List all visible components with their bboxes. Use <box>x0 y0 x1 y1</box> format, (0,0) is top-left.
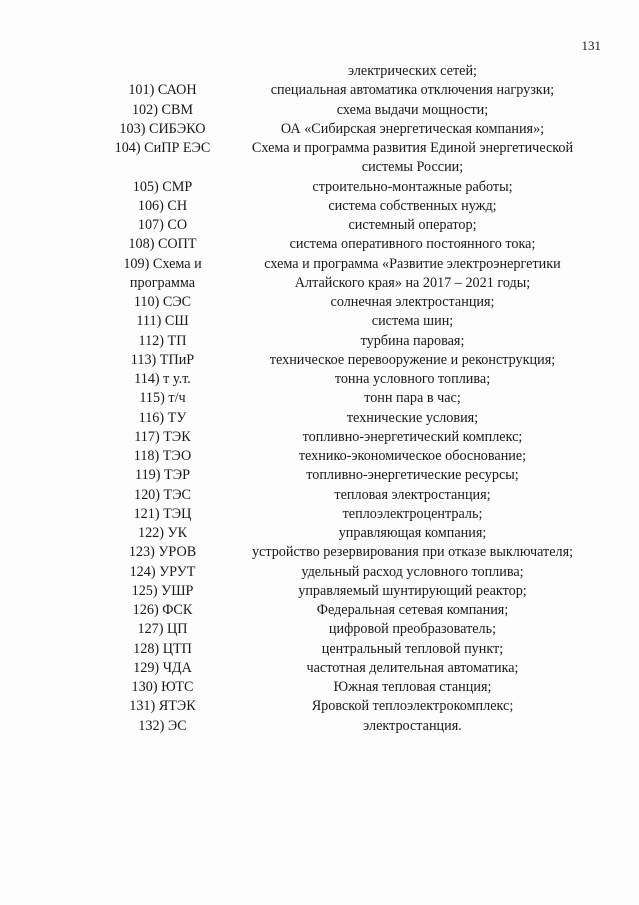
abbreviation: 130) ЮТС <box>131 679 194 695</box>
definition: центральный тепловой пункт; <box>321 640 504 657</box>
definition: система собственных нужд; <box>328 197 497 214</box>
list-item <box>95 235 595 254</box>
list-item <box>95 678 595 697</box>
abbreviation: 127) ЦП <box>137 621 188 638</box>
abbreviation: 111) СШ <box>136 313 189 330</box>
abbreviation: 105) СМР <box>132 178 193 195</box>
list-item <box>95 524 595 543</box>
abbreviation: 104) СиПР ЕЭС <box>114 140 211 156</box>
definition: системный оператор; <box>348 217 477 233</box>
definition: система шин; <box>371 313 454 330</box>
definition: система оперативного постоянного тока; <box>289 236 536 253</box>
list-item <box>95 620 595 639</box>
definition: турбина паровая; <box>360 332 465 349</box>
abbreviation: 108) СОПТ <box>128 236 197 253</box>
definition: схема выдачи мощности; <box>336 101 489 118</box>
abbreviation: 112) ТП <box>138 332 187 349</box>
list-item <box>95 293 595 312</box>
list-item <box>95 717 595 736</box>
definition: управляемый шунтирующий реактор; <box>298 582 527 599</box>
definition: технико-экономическое обоснование; <box>298 448 527 464</box>
definition: специальная автоматика отключения нагрузки; <box>270 82 555 99</box>
definition: цифровой преобразователь; <box>328 621 497 638</box>
definition: электростанция. <box>363 717 462 734</box>
abbreviation: 131) ЯТЭК <box>129 698 196 715</box>
definition: ОА «Сибирская энергетическая компания»; <box>280 120 545 137</box>
list-item <box>95 197 595 216</box>
list-item <box>95 409 595 428</box>
abbreviation: 101) САОН <box>128 82 197 99</box>
list-item <box>95 101 595 120</box>
list-item <box>95 659 595 678</box>
list-item <box>95 697 595 716</box>
abbreviation: 119) ТЭР <box>135 467 190 484</box>
definition: тонн пара в час; <box>364 390 461 407</box>
abbreviation: 113) ТПиР <box>130 351 195 368</box>
definition: теплоэлектроцентраль; <box>342 505 483 522</box>
abbreviation: 110) СЭС <box>133 294 192 310</box>
definition: топливно-энергетические ресурсы; <box>306 467 519 484</box>
list-item <box>95 505 595 524</box>
list-item <box>95 120 595 139</box>
abbreviation: 117) ТЭК <box>134 428 191 445</box>
abbreviation: 114) т у.т. <box>134 371 191 387</box>
definition: частотная делительная автоматика; <box>306 659 519 676</box>
list-item <box>95 601 595 620</box>
definition: солнечная электростанция; <box>330 294 495 310</box>
definition: топливно-энергетический комплекс; <box>302 428 523 445</box>
list-item <box>95 81 595 100</box>
abbreviation: 109) Схема и программа <box>123 255 202 291</box>
list-item <box>95 486 595 505</box>
list-item <box>95 216 595 235</box>
abbreviation: 120) ТЭС <box>133 486 192 503</box>
definition: Яровской теплоэлектрокомплекс; <box>311 698 514 715</box>
definition: электрических сетей; <box>348 63 477 79</box>
abbreviation: 121) ТЭЦ <box>133 505 192 522</box>
abbreviation: 103) СИБЭКО <box>119 120 206 137</box>
list-item <box>95 447 595 466</box>
list-item <box>95 351 595 370</box>
definition: Южная тепловая станция; <box>333 679 492 695</box>
abbreviation: 124) УРУТ <box>129 563 196 580</box>
definition: технические условия; <box>346 409 479 426</box>
definition: схема и программа «Развитие электроэнергетики Алтайского края» на 2017 – 2021 годы; <box>264 255 561 291</box>
abbreviation-list <box>95 62 595 736</box>
list-item <box>95 255 595 294</box>
abbreviation: 118) ТЭО <box>133 448 192 464</box>
list-item <box>95 428 595 447</box>
abbreviation: 116) ТУ <box>138 409 187 426</box>
list-item <box>95 389 595 408</box>
list-item <box>95 563 595 582</box>
definition: Схема и программа развития Единой энергетической системы России; <box>251 140 574 176</box>
definition: устройство резервирования при отказе выключателя; <box>251 544 574 561</box>
list-item <box>95 139 595 178</box>
list-item <box>95 640 595 659</box>
definition: строительно-монтажные работы; <box>312 178 513 195</box>
abbreviation: 132) ЭС <box>138 717 187 734</box>
abbreviation: 129) ЧДА <box>133 659 192 676</box>
abbreviation: 122) УК <box>137 525 188 541</box>
abbreviation: 126) ФСК <box>132 602 193 618</box>
list-item <box>95 62 595 81</box>
list-item <box>95 312 595 331</box>
definition: техническое перевооружение и реконструкция; <box>269 351 556 368</box>
list-item <box>95 178 595 197</box>
list-item <box>95 370 595 389</box>
abbreviation: 115) т/ч <box>139 390 186 407</box>
list-item <box>95 543 595 562</box>
list-item <box>95 582 595 601</box>
definition: Федеральная сетевая компания; <box>316 602 509 618</box>
abbreviation: 125) УШР <box>131 582 194 599</box>
abbreviation: 123) УРОВ <box>128 544 197 561</box>
definition: тепловая электростанция; <box>334 486 491 503</box>
list-item <box>95 332 595 351</box>
abbreviation: 106) СН <box>137 197 188 214</box>
abbreviation: 102) СВМ <box>131 101 194 118</box>
definition: удельный расход условного топлива; <box>301 563 524 580</box>
abbreviation: 107) СО <box>137 217 188 233</box>
list-item <box>95 466 595 485</box>
abbreviation: 128) ЦТП <box>133 640 192 657</box>
definition: тонна условного топлива; <box>334 371 491 387</box>
page-number: 131 <box>581 38 601 53</box>
definition: управляющая компания; <box>338 525 487 541</box>
